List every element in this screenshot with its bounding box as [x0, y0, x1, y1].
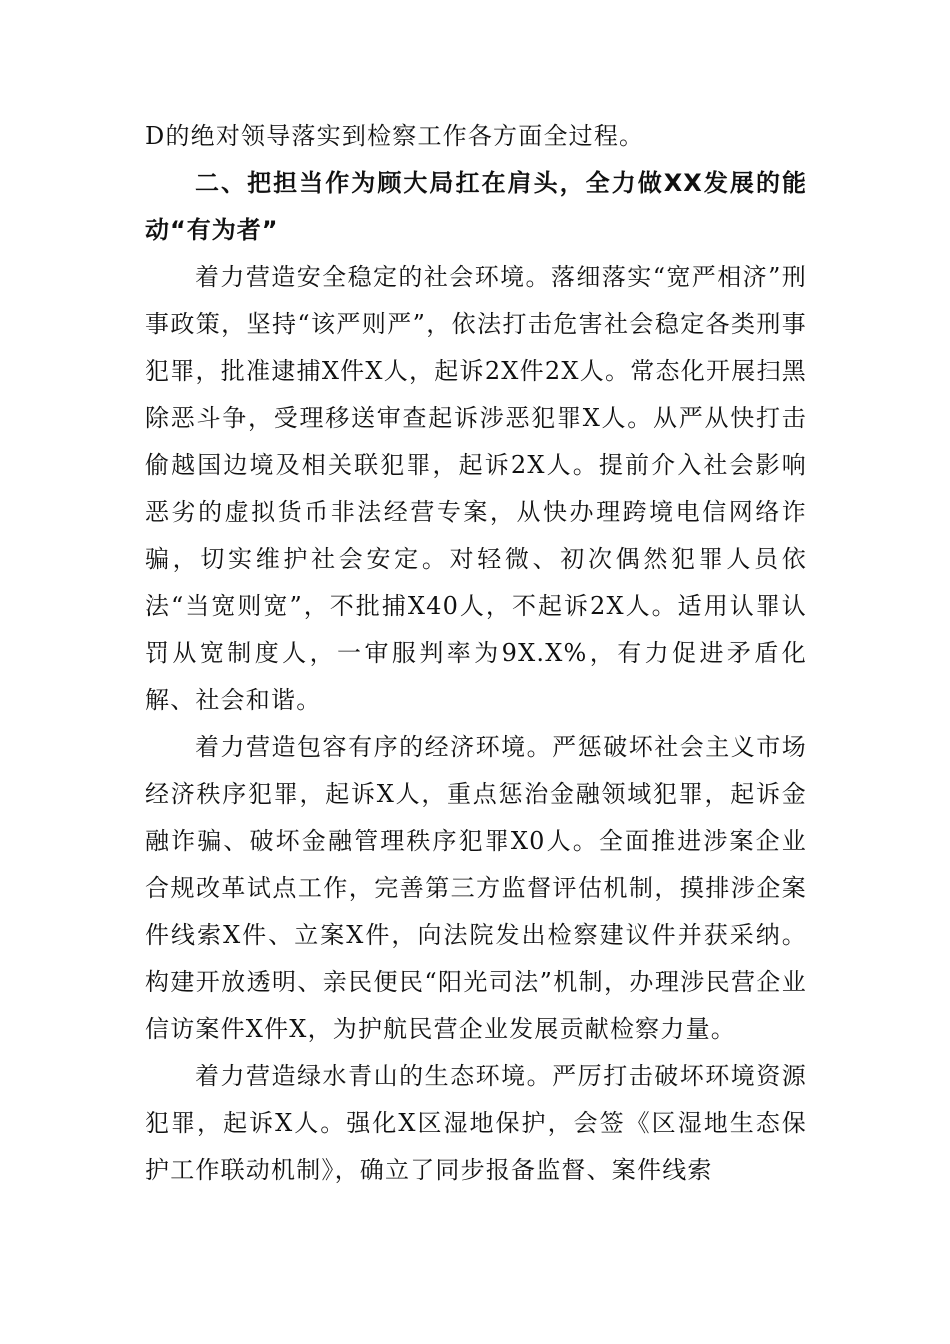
paragraph-continuation: D的绝对领导落实到检察工作各方面全过程。: [145, 122, 645, 150]
paragraph-social-environment: 着力营造安全稳定的社会环境。落细落实“宽严相济”刑事政策，坚持“该严则严”，依法打击危害社会稳定各类刑事犯罪，批准逮捕X件X人，起诉2X件2X人。常态化开展扫黑除恶斗争，受理移送审查起诉涉恶犯罪X人。从严从快打击偷越国边境及相关联犯罪，起诉2X人。提前介入社会影响恶劣的虚拟货币非法经营专案，从快办理跨境电信网络诈骗，切实维护社会安定。对轻微、初次偶然犯罪人员依法“当宽则宽”，不批捕X40人，不起诉2X人。适用认罪认罚从宽制度人，一审服判率为9X.X%，有力促进矛盾化解、社会和谐。: [145, 263, 807, 714]
paragraph-ecological-environment: 着力营造绿水青山的生态环境。严厉打击破坏环境资源犯罪，起诉X人。强化X区湿地保护，会签《区湿地生态保护工作联动机制》，确立了同步报备监督、案件线索: [145, 1062, 807, 1184]
document-body: [145, 113, 807, 1194]
paragraph-economic-environment: 着力营造包容有序的经济环境。严惩破坏社会主义市场经济秩序犯罪，起诉X人，重点惩治金融领域犯罪，起诉金融诈骗、破坏金融管理秩序犯罪X0人。全面推进涉案企业合规改革试点工作，完善第三方监督评估机制，摸排涉企案件线索X件、立案X件，向法院发出检察建议件并获采纳。构建开放透明、亲民便民“阳光司法”机制，办理涉民营企业信访案件X件X，为护航民营企业发展贡献检察力量。: [145, 733, 807, 1043]
section-heading: 二、把担当作为顾大局扛在肩头，全力做XX发展的能动“有为者”: [145, 169, 807, 244]
